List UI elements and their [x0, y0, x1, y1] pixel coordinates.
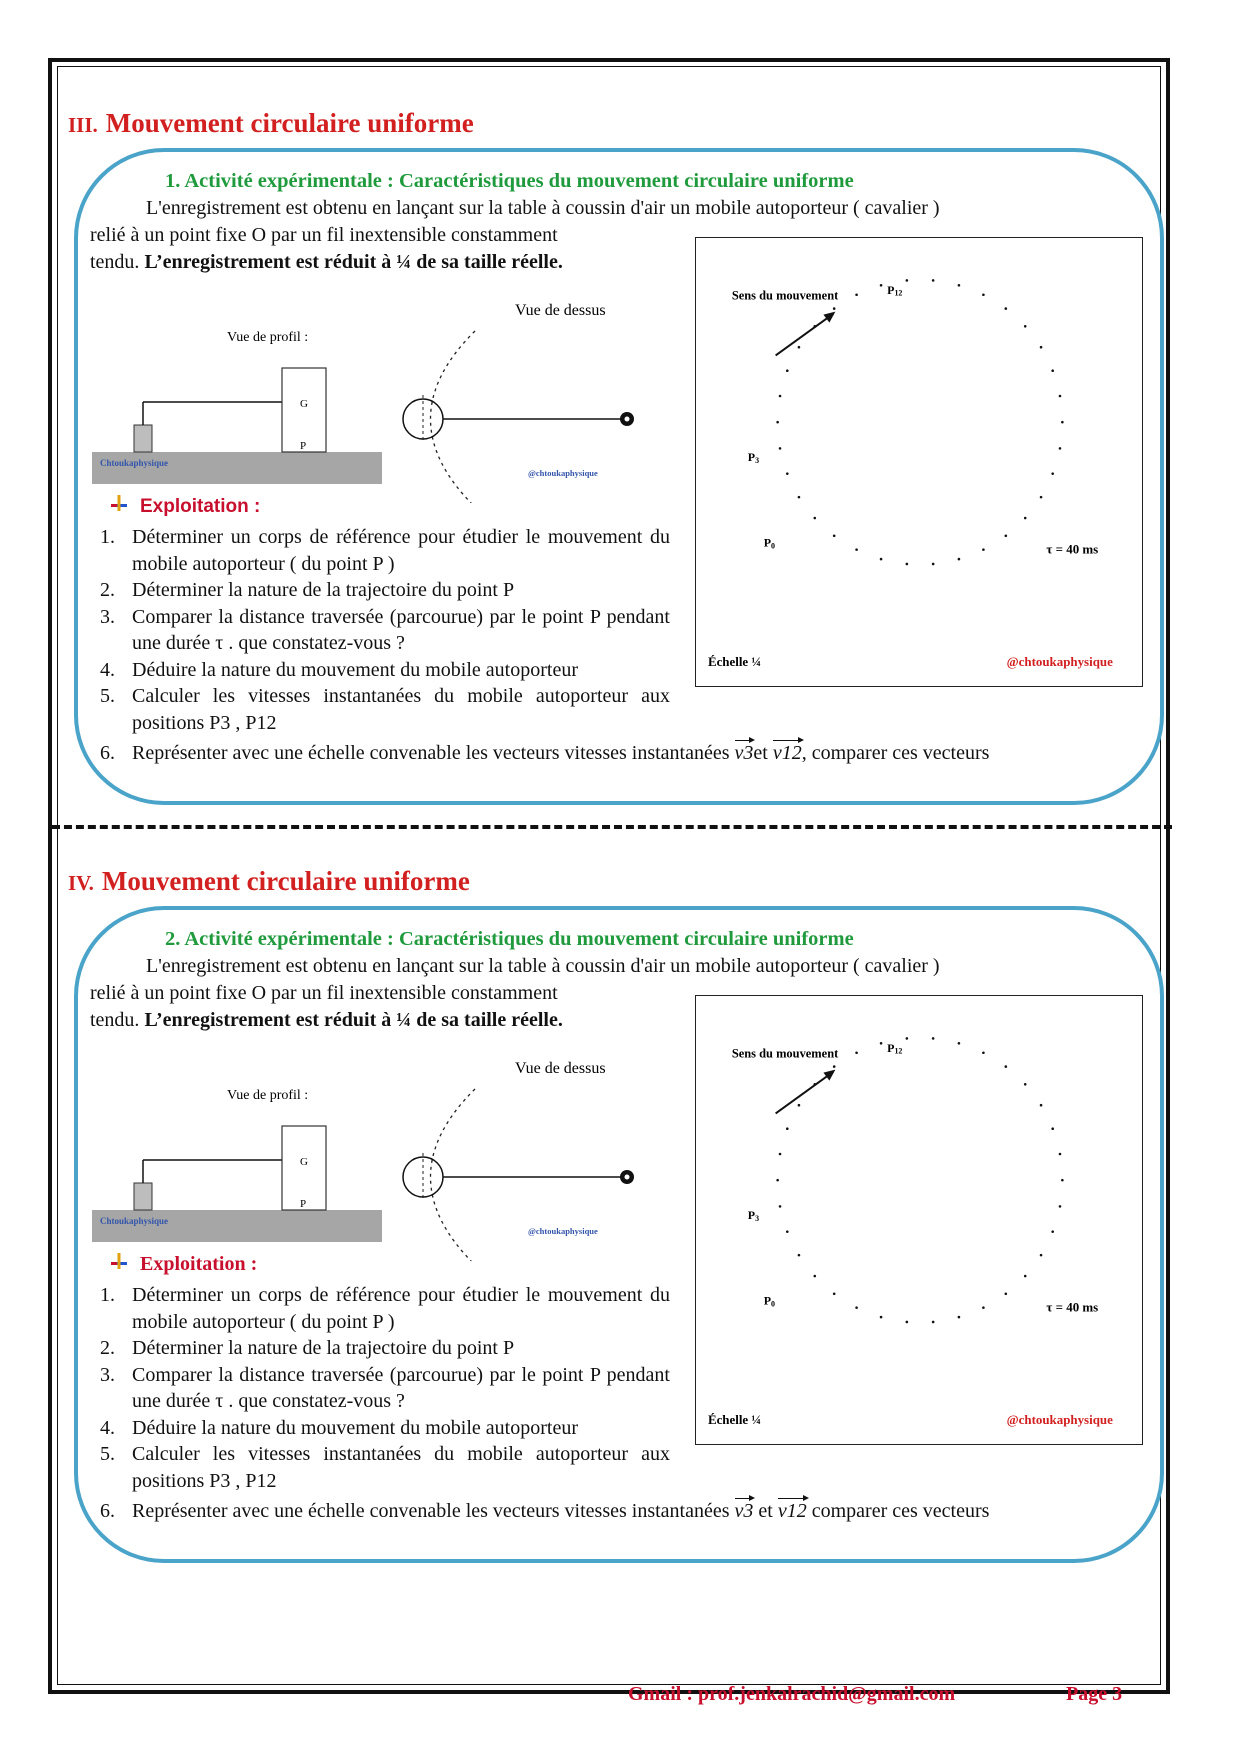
setup-illustration [90, 1051, 660, 1261]
label-p12: P12 [887, 1040, 903, 1056]
recording-dot [958, 558, 961, 561]
direction-arrowhead [823, 1070, 835, 1081]
section-title [68, 108, 474, 139]
recording-dot [1040, 496, 1043, 499]
recording-dot [1051, 1230, 1054, 1233]
intro-line-3-plain: tendu. [90, 1009, 145, 1031]
top-watermark: @chtoukaphysique [528, 1226, 598, 1236]
direction-arrow [776, 314, 834, 356]
recording-dot [906, 563, 909, 566]
section-numeral: IV. [68, 871, 94, 895]
air-table-surface [92, 452, 382, 484]
recording-dot [1051, 472, 1054, 475]
recording-panel [695, 237, 1143, 687]
recording-dot [958, 284, 961, 287]
recording-dot [855, 1306, 858, 1309]
recording-dots [776, 279, 1063, 565]
question-item: 4. Déduire la nature du mouvement du mobile autoporteur [100, 1416, 578, 1439]
recording-dot [833, 1065, 836, 1068]
recording-dot [855, 548, 858, 551]
profile-watermark: Chtoukaphysique [100, 1216, 169, 1226]
setup-illustration [90, 293, 660, 503]
p-label: P [300, 1198, 307, 1210]
question-item: 5. Calculer les vitesses instantanées du mobile autoporteur aux positions P3 , P12 [100, 1443, 670, 1492]
recording-dot [1059, 1205, 1062, 1208]
question-item: 2. Déterminer la nature de la trajectoire du point P [100, 579, 515, 601]
trajectory-arc [431, 331, 476, 503]
recording-dot [855, 293, 858, 296]
recording-dot [1005, 1292, 1008, 1295]
recording-dot [1005, 534, 1008, 537]
recording-panel [695, 995, 1143, 1445]
profile-label: Vue de profil : [227, 330, 309, 345]
recording-dot [813, 517, 816, 520]
recording-dot [798, 496, 801, 499]
recording-dot [786, 472, 789, 475]
question-6: 6. Représenter avec une échelle convenable les vecteurs vitesses instantanées v3 et v12 comparer ces vecteurs [100, 1496, 989, 1523]
recording-dot [1024, 325, 1027, 328]
recording-dot [880, 558, 883, 561]
bullet-arrow-icon [110, 1252, 130, 1276]
trajectory-arc [431, 1089, 476, 1261]
recording-dot [1059, 447, 1062, 450]
recording-dot [1061, 1179, 1064, 1182]
recording-dot [1059, 1153, 1062, 1156]
label-p3: P3 [747, 1208, 760, 1223]
recording-dot [833, 307, 836, 310]
recording-dot [1051, 369, 1054, 372]
section-divider [52, 825, 1172, 829]
recording-dot [932, 563, 935, 566]
intro-line-3-bold: L’enregistrement est réduit à ¼ de sa taille réelle. [144, 251, 563, 273]
section-numeral: III. [68, 113, 98, 137]
recording-dot [779, 1153, 782, 1156]
recording-dot [906, 1321, 909, 1324]
direction-label: Sens du mouvement [731, 1046, 839, 1061]
fixed-point-post [134, 1183, 152, 1210]
recording-dot [1040, 346, 1043, 349]
recording-dot [786, 1230, 789, 1233]
question-item: 3. Comparer la distance traversée (parcourue) par le point P pendant une durée τ . que constatez-vous ? [100, 605, 670, 654]
recording-dot [932, 279, 935, 282]
recording-dot [779, 395, 782, 398]
question-item: 5. Calculer les vitesses instantanées du mobile autoporteur aux positions P3 , P12 [100, 685, 670, 734]
recording-dot [906, 279, 909, 282]
question-item: 1. Déterminer un corps de référence pour étudier le mouvement du mobile autoporteur ( du point P ) [100, 526, 670, 575]
intro-line-1: L'enregistrement est obtenu en lançant sur la table à coussin d'air un mobile autoporteur ( cavalier ) [146, 197, 940, 219]
scale-label: Échelle ¼ [707, 1412, 762, 1428]
recording-dot [982, 1051, 985, 1054]
recording-dot [786, 369, 789, 372]
recording-dot [786, 1127, 789, 1130]
recording-dot [1024, 517, 1027, 520]
recording-dots [776, 1037, 1063, 1323]
footer-email: Gmail : prof.jenkalrachid@gmail.com [628, 1683, 956, 1705]
intro-line-2: relié à un point fixe O par un fil inextensible constamment [90, 224, 558, 246]
p-label: P [300, 440, 307, 452]
recording-dot [880, 1042, 883, 1045]
recording-dot [776, 1179, 779, 1182]
vector-v3: v3 [735, 738, 754, 765]
bullet-arrow-icon [110, 494, 130, 518]
recording-dot [1059, 395, 1062, 398]
question-item: 3. Comparer la distance traversée (parcourue) par le point P pendant une durée τ . que constatez-vous ? [100, 1363, 670, 1412]
fixed-point-post [134, 425, 152, 452]
tau-label: τ = 40 ms [1046, 1299, 1099, 1315]
recording-dot [798, 346, 801, 349]
recording-dot [779, 447, 782, 450]
direction-arrow [776, 1072, 834, 1114]
section-title-text: Mouvement circulaire uniforme [105, 108, 474, 138]
recording-dot [779, 1205, 782, 1208]
recording-dot [932, 1037, 935, 1040]
top-watermark: @chtoukaphysique [528, 468, 598, 478]
recording-dot [982, 548, 985, 551]
recording-dot [1024, 1275, 1027, 1278]
recording-dot [1061, 421, 1064, 424]
section-title [68, 866, 470, 897]
recording-dot [833, 534, 836, 537]
activity-title: 2. Activité expérimentale : Caractéristiques du mouvement circulaire uniforme [165, 928, 854, 950]
recording-dot [880, 284, 883, 287]
label-p12: P12 [887, 282, 903, 298]
tau-label: τ = 40 ms [1046, 541, 1099, 557]
recording-dot [1005, 1065, 1008, 1068]
recording-dot [1040, 1254, 1043, 1257]
questions-list [100, 524, 670, 736]
intro-line-2: relié à un point fixe O par un fil inextensible constamment [90, 982, 558, 1004]
question-item: 1. Déterminer un corps de référence pour étudier le mouvement du mobile autoporteur ( du point P ) [100, 1284, 670, 1333]
profile-watermark: Chtoukaphysique [100, 458, 169, 468]
label-p0: P0 [763, 535, 775, 551]
recording-dot [958, 1316, 961, 1319]
recording-dot [1005, 307, 1008, 310]
recording-dot [798, 1104, 801, 1107]
g-label: G [300, 1156, 308, 1168]
intro-line-3-bold: L’enregistrement est réduit à ¼ de sa taille réelle. [144, 1009, 563, 1031]
intro-line-3 [90, 251, 563, 274]
credit-label: @chtoukaphysique [1006, 1412, 1113, 1428]
credit-label: @chtoukaphysique [1006, 654, 1113, 670]
exploitation-label: Exploitation : [140, 496, 261, 517]
question-item: 2. Déterminer la nature de la trajectoire du point P [100, 1337, 515, 1359]
recording-dot [982, 293, 985, 296]
question-6: 6. Représenter avec une échelle convenable les vecteurs vitesses instantanées v3et v12, comparer ces vecteurs [100, 738, 989, 765]
activity-title: 1. Activité expérimentale : Caractéristiques du mouvement circulaire uniforme [165, 170, 854, 192]
recording-dot [880, 1316, 883, 1319]
vector-v12: v12 [773, 738, 802, 765]
recording-dot [932, 1321, 935, 1324]
profile-label: Vue de profil : [227, 1088, 309, 1103]
g-label: G [300, 398, 308, 410]
label-p3: P3 [747, 450, 760, 465]
exploitation-heading [110, 494, 260, 518]
top-view-label: Vue de dessus [515, 302, 606, 319]
questions-list [100, 1282, 670, 1494]
recording-dot [798, 1254, 801, 1257]
vector-v3: v3 [735, 1496, 754, 1523]
recording-dot [982, 1306, 985, 1309]
recording-dot [833, 1292, 836, 1295]
direction-arrowhead [823, 312, 835, 323]
recording-dot [855, 1051, 858, 1054]
recording-dot [958, 1042, 961, 1045]
page-number: Page 3 [1066, 1683, 1123, 1705]
vector-v12: v12 [778, 1496, 807, 1523]
recording-dot [1051, 1127, 1054, 1130]
intro-line-3 [90, 1009, 563, 1032]
recording-dot [906, 1037, 909, 1040]
section-title-text: Mouvement circulaire uniforme [101, 866, 470, 896]
air-table-surface [92, 1210, 382, 1242]
label-p0: P0 [763, 1293, 775, 1309]
recording-dot [776, 421, 779, 424]
question-item: 4. Déduire la nature du mouvement du mobile autoporteur [100, 658, 578, 681]
exploitation-label: Exploitation : [140, 1253, 258, 1275]
intro-line-3-plain: tendu. [90, 251, 145, 273]
exploitation-heading [110, 1252, 257, 1276]
recording-dot [1040, 1104, 1043, 1107]
recording-dot [813, 1275, 816, 1278]
scale-label: Échelle ¼ [707, 654, 762, 670]
recording-dot [1024, 1083, 1027, 1086]
direction-label: Sens du mouvement [731, 288, 839, 303]
top-view-label: Vue de dessus [515, 1060, 606, 1077]
intro-line-1: L'enregistrement est obtenu en lançant sur la table à coussin d'air un mobile autoporteur ( cavalier ) [146, 955, 940, 977]
